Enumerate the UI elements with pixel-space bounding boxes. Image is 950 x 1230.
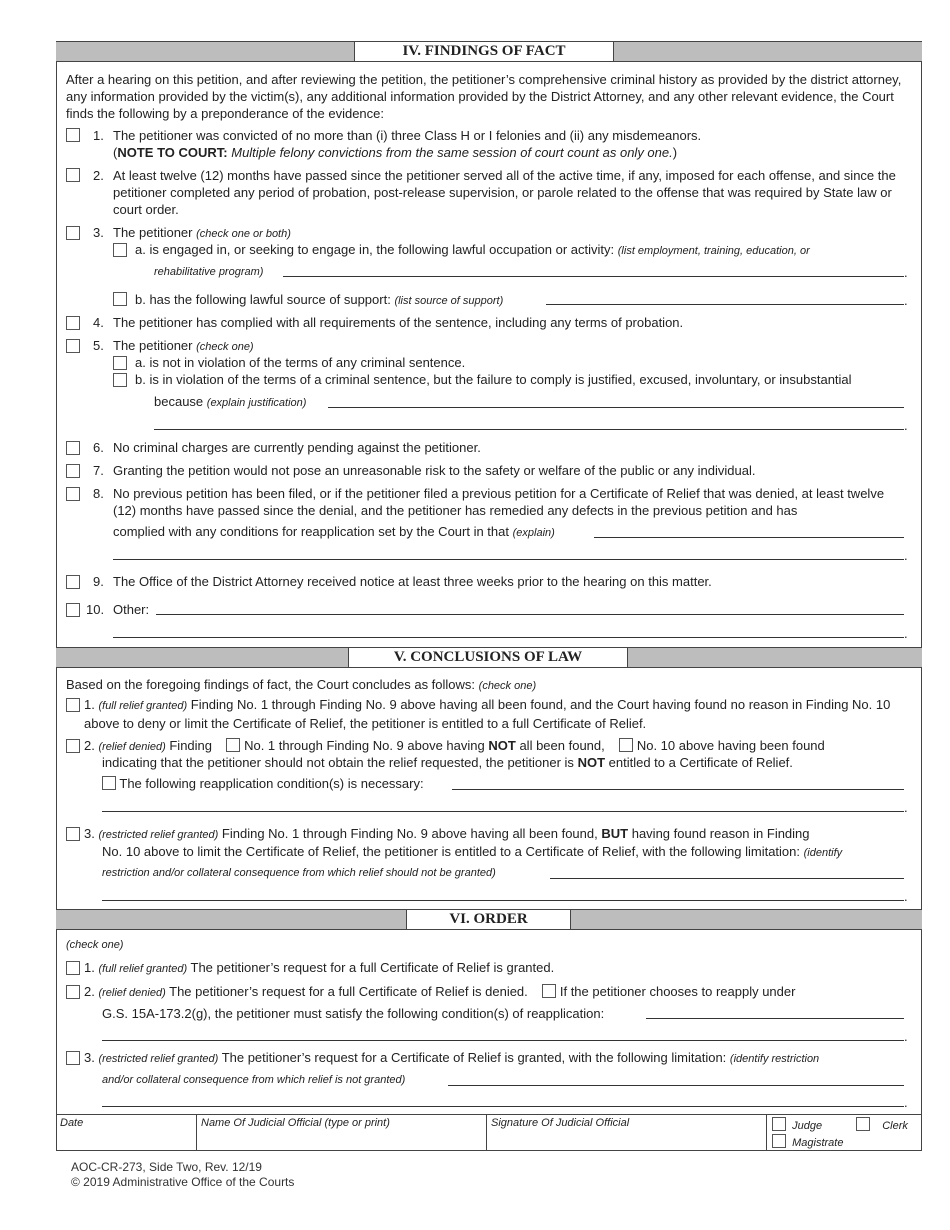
finding-3-checkbox[interactable] [66,226,80,240]
section-vi-title: VI. ORDER [406,909,571,930]
finding-6-text: No criminal charges are currently pending against the petitioner. [113,440,481,455]
finding-10-input-line[interactable] [156,614,904,615]
period-mark: . [904,626,908,641]
magistrate-option[interactable]: Magistrate [772,1134,843,1149]
finding-8-checkbox[interactable] [66,487,80,501]
conclusion-3-input-line-2[interactable] [102,900,904,901]
finding-4-text: The petitioner has complied with all requirements of the sentence, including any terms of probation. [113,315,684,330]
signature-row [56,1114,922,1151]
finding-4-number: 4. [93,315,104,330]
finding-5b-input-line[interactable] [328,407,904,408]
section-v-header [56,647,922,668]
finding-10-checkbox[interactable] [66,603,80,617]
period-mark: . [904,1029,908,1044]
finding-10-input-line-2[interactable] [113,637,904,638]
conclusion-2-option-2-checkbox[interactable] [619,738,633,752]
finding-2-text: At least twelve (12) months have passed since the petitioner served all of the active time, if any, imposed for each offense, and since the petitioner completed any period of probation, post-release supervision, or parole related to the offense that was required by State law or court order. [113,168,896,217]
finding-5-text: The petitioner (check one) [113,338,254,353]
order-2-reapply-checkbox[interactable] [542,984,556,998]
finding-8-text: No previous petition has been filed, or if the petitioner filed a previous petition for a Certificate of Relief that was denied, at least twelve (12) months have passed since the denial, and the petitioner has remedied any defects in the previous petition and has [113,486,885,518]
form-number: AOC-CR-273, Side Two, Rev. 12/19 [71,1160,262,1174]
judicial-name-label: Name Of Judicial Official (type or print) [201,1117,390,1129]
finding-8-text-2: complied with any conditions for reapplication set by the Court in that (explain) [113,524,555,539]
finding-9-number: 9. [93,574,104,589]
date-label: Date [60,1117,84,1129]
finding-9-checkbox[interactable] [66,575,80,589]
finding-3a-input-line[interactable] [283,276,904,277]
finding-4-checkbox[interactable] [66,316,80,330]
conclusion-2-option-1-checkbox[interactable] [226,738,240,752]
judicial-signature-field[interactable] [487,1115,767,1151]
conclusion-1-checkbox[interactable] [66,698,80,712]
finding-7-text: Granting the petition would not pose an unreasonable risk to the safety or welfare of the public or any individual. [113,463,756,478]
magistrate-checkbox[interactable] [772,1134,786,1148]
judge-option[interactable]: Judge [772,1117,822,1132]
finding-10-text: Other: [113,602,150,617]
finding-5b-checkbox[interactable] [113,373,127,387]
judicial-name-field[interactable] [197,1115,487,1151]
finding-1-checkbox[interactable] [66,128,80,142]
order-3-checkbox[interactable] [66,1051,80,1065]
period-mark: . [904,1095,908,1110]
finding-1-note: (NOTE TO COURT: Multiple felony convictions from the same session of court count as only one.) [113,145,678,160]
findings-intro: After a hearing on this petition, and after reviewing the petition, the petitioner’s comprehensive criminal history as provided by the district attorney, any information provided by the victim(s), any additional information provided by the District Attorney, and any other relevant evidence, the Court finds the following by a preponderance of the evidence: [66,72,902,121]
clerk-option[interactable]: Clerk [856,1117,908,1132]
finding-3-text: The petitioner (check one or both) [113,225,291,240]
clerk-checkbox[interactable] [856,1117,870,1131]
order-2-input-line[interactable] [646,1018,904,1019]
conclusion-2-text: 2. (relief denied) Finding No. 1 through Finding No. 9 above having NOT all been found, No. 10 above having been found [84,738,825,753]
order-3-input-line-2[interactable] [102,1106,904,1107]
finding-8-number: 8. [93,486,104,501]
finding-3a-hint: rehabilitative program) [154,266,264,278]
finding-5a-checkbox[interactable] [113,356,127,370]
finding-1-number: 1. [93,128,104,143]
conclusions-intro: Based on the foregoing findings of fact, the Court concludes as follows: (check one) [66,677,537,692]
finding-2-number: 2. [93,168,104,183]
judicial-signature-label: Signature Of Judicial Official [491,1117,630,1129]
footer [71,1160,294,1190]
conclusion-2-text-2: indicating that the petitioner should not obtain the relief requested, the petitioner is NOT entitled to a Certificate of Relief. [102,755,793,770]
conclusion-2-checkbox[interactable] [66,739,80,753]
finding-6-number: 6. [93,440,104,455]
conclusion-2-input-line-2[interactable] [102,811,904,812]
section-iv-header [56,41,922,62]
order-3-hint: and/or collateral consequence from which relief is not granted) [102,1074,406,1086]
period-mark: . [904,418,908,433]
finding-1-text: The petitioner was convicted of no more than (i) three Class H or I felonies and (ii) any misdemeanors. [113,128,702,143]
period-mark: . [904,889,908,904]
finding-3a-text: a. is engaged in, or seeking to engage in, the following lawful occupation or activity: (list employment, training, education, or [135,242,810,257]
finding-9-text: The Office of the District Attorney received notice at least three weeks prior to the hearing on this matter. [113,574,712,589]
finding-5b-input-line-2[interactable] [154,429,904,430]
finding-3-number: 3. [93,225,104,240]
order-2-input-line-2[interactable] [102,1040,904,1041]
order-1-text: 1. (full relief granted) The petitioner’s request for a full Certificate of Relief is granted. [84,960,555,975]
conclusion-1-text: 1. (full relief granted) Finding No. 1 through Finding No. 9 above having all been found, and the Court having found no reason in Finding No. 10 above to deny or limit the Certificate of Relief, the petitioner is entitled to a full Certificate of Relief. [84,697,891,731]
judge-checkbox[interactable] [772,1117,786,1131]
order-2-checkbox[interactable] [66,985,80,999]
section-vi-header [56,909,922,930]
order-2-text-2: G.S. 15A-173.2(g), the petitioner must satisfy the following condition(s) of reapplication: [102,1006,605,1021]
copyright: © 2019 Administrative Office of the Courts [71,1175,295,1189]
period-mark: . [904,293,908,308]
conclusion-3-text-2: No. 10 above to limit the Certificate of Relief, the petitioner is entitled to a Certificate of Relief, with the following limitation: (identify [102,844,843,859]
finding-5b-because: because (explain justification) [154,394,307,409]
conclusion-3-hint: restriction and/or collateral consequence from which relief should not be granted) [102,867,496,879]
order-1-checkbox[interactable] [66,961,80,975]
order-2-text: 2. (relief denied) The petitioner’s request for a full Certificate of Relief is denied. If the petitioner chooses to reapply under [84,984,796,999]
finding-2-checkbox[interactable] [66,168,80,182]
conclusion-2-input-line[interactable] [452,789,904,790]
section-iv-title: IV. FINDINGS OF FACT [354,41,614,62]
period-mark: . [904,800,908,815]
conclusion-2-reapply-checkbox[interactable] [102,776,116,790]
conclusion-2-reapply: The following reapplication condition(s) is necessary: [102,775,424,792]
date-field[interactable] [56,1115,197,1151]
period-mark: . [904,265,908,280]
conclusion-3-input-line[interactable] [550,878,904,879]
order-3-input-line[interactable] [448,1085,904,1086]
finding-3b-input-line[interactable] [546,304,904,305]
conclusion-3-text: 3. (restricted relief granted) Finding No. 1 through Finding No. 9 above having all been found, BUT having found reason in Finding [84,826,810,841]
finding-7-checkbox[interactable] [66,464,80,478]
finding-5-checkbox[interactable] [66,339,80,353]
finding-7-number: 7. [93,463,104,478]
finding-3a-checkbox[interactable] [113,243,127,257]
section-v-title: V. CONCLUSIONS OF LAW [348,647,628,668]
finding-3b-checkbox[interactable] [113,292,127,306]
conclusion-3-checkbox[interactable] [66,827,80,841]
finding-10-number: 10. [86,602,105,617]
finding-3b-text: b. has the following lawful source of support: (list source of support) [135,292,504,307]
order-3-text: 3. (restricted relief granted) The petitioner’s request for a Certificate of Relief is granted, with the following limitation: (identify restriction [84,1050,820,1065]
period-mark: . [904,548,908,563]
finding-5-number: 5. [93,338,104,353]
finding-8-input-line[interactable] [594,537,904,538]
order-hint: (check one) [66,939,124,951]
finding-6-checkbox[interactable] [66,441,80,455]
finding-5a-text: a. is not in violation of the terms of any criminal sentence. [135,355,466,370]
finding-8-input-line-2[interactable] [113,559,904,560]
finding-5b-text: b. is in violation of the terms of a criminal sentence, but the failure to comply is justified, excused, involuntary, or insubstantial [135,372,852,387]
